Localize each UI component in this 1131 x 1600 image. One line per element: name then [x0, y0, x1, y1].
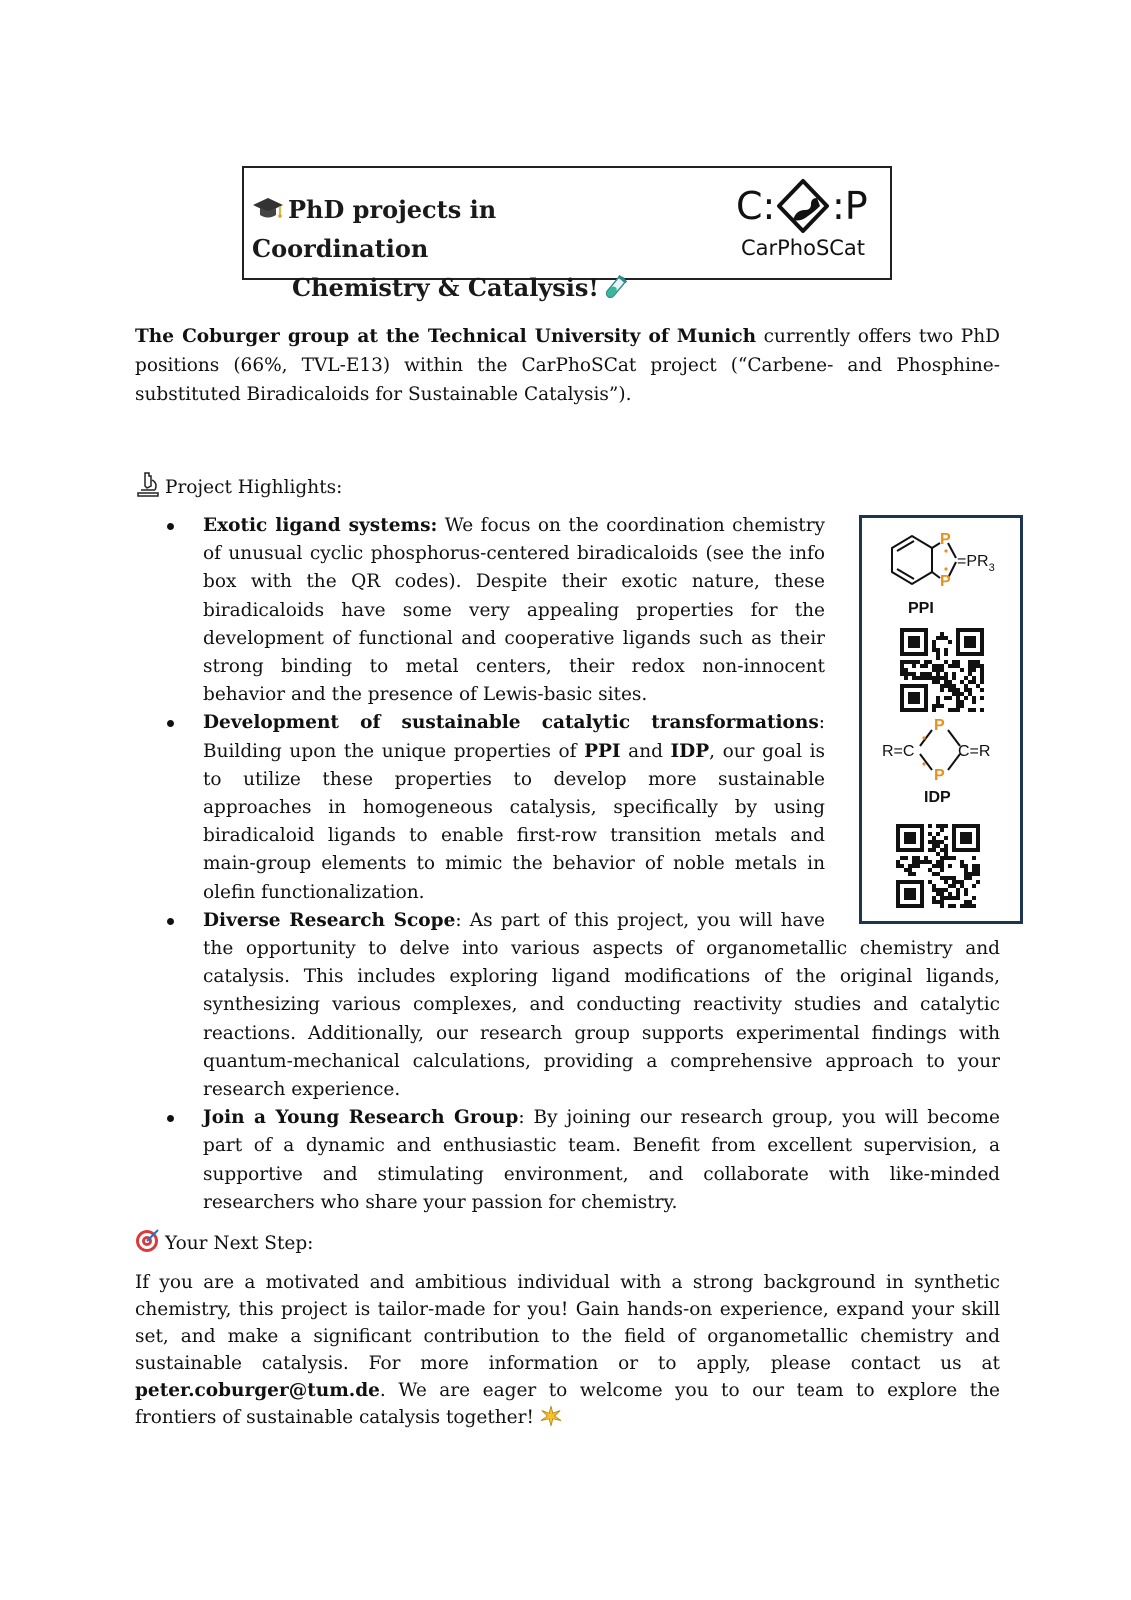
ppi-p-top: P — [940, 531, 951, 548]
intro-paragraph — [135, 322, 1000, 409]
item-title: Exotic ligand systems: — [203, 515, 438, 536]
intro-bold: The Coburger group at the Technical University of Munich — [135, 326, 757, 347]
ppi-pr3: $=PR_3$ — [957, 553, 995, 574]
idp-p-bottom: P — [934, 767, 945, 784]
idp-left: R=C — [882, 743, 915, 760]
item-text: : By joining our research group, you will become part of a dynamic and enthusiastic team. Benefit from excellent supervision, a supportive and stimulating environment, and collaborate with like-minded researchers who share your passion for chemistry. — [203, 1107, 1000, 1213]
ppi-p-bottom: P — [940, 573, 951, 590]
closing-text: If you are a motivated and ambitious individual with a strong background in synthetic chemistry, this project is tailor-made for you! Gain hands-on experience, expand your skill set, and make a significant contribution to the field of organometallic chemistry and sustainable catalysis. For more information or to apply, please contact us at — [135, 1272, 1000, 1374]
bullet-dot — [167, 523, 174, 530]
contact-email: peter.coburger@tum.de — [135, 1380, 380, 1401]
logo-diamond-icon — [774, 176, 832, 236]
closing-text-2: . We are eager to welcome you to our team to explore the frontiers of sustainable catalysis together! — [135, 1380, 1000, 1428]
highlights-heading-text: Project Highlights: — [165, 477, 343, 498]
logo-c: C: — [736, 184, 776, 228]
idp-label: IDP — [924, 789, 951, 806]
target-icon — [135, 1227, 161, 1253]
item-text-2: , our goal is to utilize these properties to develop more sustainable approaches in homogeneous catalysis, specifically by using biradicaloid ligands to enable first-row transition metals and main-group elements to mimic the behavior of noble metals in olefin functionalization. — [203, 740, 825, 903]
idp-structure — [920, 730, 960, 770]
next-step-heading — [135, 1227, 313, 1257]
item-title: Diverse Research Scope — [203, 909, 456, 931]
ppi-label: PPI — [908, 600, 934, 617]
bullet-dot — [167, 720, 174, 727]
bullet-dot — [167, 1115, 174, 1122]
next-step-paragraph — [135, 1269, 1000, 1431]
list-item — [165, 907, 1000, 1104]
microscope-icon — [135, 471, 161, 497]
qr-code-ppi — [900, 628, 984, 712]
header-box — [242, 166, 892, 302]
intro-text: currently offers two PhD positions (66%, TVL-E13) within the CarPhoSCat project (“Carbene- and Phosphine-substituted Biradicaloids for Sustainable Catalysis”). — [135, 326, 1000, 405]
title-line-1: PhD projects in Coordination — [252, 195, 497, 263]
idp-p-top: P — [934, 717, 945, 734]
info-box-graphic — [862, 518, 1020, 921]
idp-ref: IDP — [670, 740, 710, 762]
next-step-heading-text: Your Next Step: — [165, 1233, 314, 1254]
and-text: and — [620, 740, 671, 762]
test-tube-icon — [601, 274, 629, 302]
item-text: : As part of this project, you will have the opportunity to delve into various aspects of organometallic chemistry and catalysis. This includes exploring ligand modifications of the original ligands, synthesizing various complexes, and conducting reactivity studies and catalytic reactions. Additionally, our research group supports experimental findings with quantum-mechanical calculations, providing a comprehensive approach to your research experience. — [203, 909, 1000, 1101]
carphoscat-logo — [728, 176, 878, 272]
item-text: We focus on the coordination chemistry of unusual cyclic phosphorus-centered biradicaloids (see the info box with the QR codes). Despite their exotic nature, these biradicaloids have some very appealing properties for the development of functional and cooperative ligands such as their strong binding to metal centers, their redox non-innocent behavior and the presence of Lewis-basic sites. — [203, 515, 825, 706]
title-line-2: Chemistry & Catalysis! — [292, 273, 599, 302]
graduation-cap-icon — [252, 195, 284, 221]
item-title: Join a Young Research Group — [203, 1107, 519, 1129]
sparkle-icon — [540, 1405, 562, 1427]
idp-right: C=R — [958, 743, 991, 760]
item-text: : Building upon the unique properties of — [203, 712, 825, 762]
logo-name: CarPhoSCat — [740, 236, 866, 260]
list-item — [165, 1104, 1000, 1217]
info-box — [859, 515, 1023, 924]
ppi-ref: PPI — [584, 740, 621, 762]
qr-code-idp — [896, 824, 980, 908]
item-title: Development of sustainable catalytic transformations — [203, 712, 819, 734]
bullet-dot — [167, 918, 174, 925]
highlights-heading — [135, 471, 342, 501]
page-title — [252, 190, 672, 307]
logo-p: :P — [832, 184, 868, 228]
